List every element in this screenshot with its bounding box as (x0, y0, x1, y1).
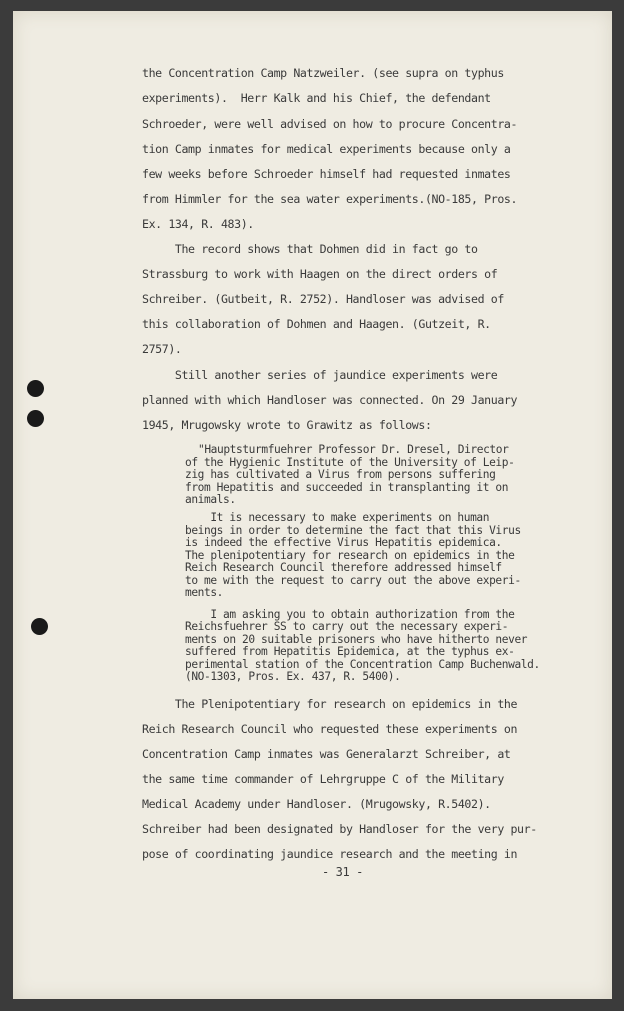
quote-line: ments on 20 suitable prisoners who have hitherto never (185, 633, 528, 646)
text-line: experiments). Herr Kalk and his Chief, the defendant (142, 91, 491, 105)
text-line: The record shows that Dohmen did in fact go to (142, 242, 478, 256)
text-line: 1945, Mrugowsky wrote to Grawitz as follows: (142, 418, 432, 432)
quote-line: It is necessary to make experiments on human (185, 511, 490, 524)
text-line: Strassburg to work with Haagen on the direct orders of (142, 267, 498, 281)
document-page (13, 11, 612, 999)
text-line: from Himmler for the sea water experiments.(NO-185, Pros. (142, 192, 518, 206)
text-line: Medical Academy under Handloser. (Mrugowsky, R.5402). (142, 797, 491, 811)
quote-line: beings in order to determine the fact that this Virus (185, 524, 521, 537)
text-line: this collaboration of Dohmen and Haagen. (Gutzeit, R. (142, 317, 491, 331)
text-line: planned with which Handloser was connected. On 29 January (142, 393, 518, 407)
text-line: Schreiber had been designated by Handloser for the very pur- (142, 822, 537, 836)
quote-line: (NO-1303, Pros. Ex. 437, R. 5400). (185, 670, 401, 683)
quote-line: to me with the request to carry out the above experi- (185, 574, 521, 587)
quote-line: "Hauptsturmfuehrer Professor Dr. Dresel, Director (198, 443, 509, 456)
quote-line: is indeed the effective Virus Hepatitis epidemica. (185, 536, 502, 549)
quote-line: zig has cultivated a Virus from persons suffering (185, 468, 496, 481)
text-line: Reich Research Council who requested these experiments on (142, 722, 518, 736)
binder-hole (27, 380, 44, 397)
quote-line: from Hepatitis and succeeded in transplanting it on (185, 481, 509, 494)
binder-hole (31, 618, 48, 635)
quote-line: suffered from Hepatitis Epidemica, at the typhus ex- (185, 645, 515, 658)
text-line: Concentration Camp inmates was Generalarzt Schreiber, at (142, 747, 511, 761)
text-line: 2757). (142, 342, 182, 356)
quote-line: The plenipotentiary for research on epidemics in the (185, 549, 515, 562)
text-line: the same time commander of Lehrgruppe C of the Military (142, 772, 504, 786)
quote-line: animals. (185, 493, 236, 506)
text-line: Schreiber. (Gutbeit, R. 2752). Handloser was advised of (142, 292, 504, 306)
quote-line: perimental station of the Concentration Camp Buchenwald. (185, 658, 540, 671)
text-line: the Concentration Camp Natzweiler. (see supra on typhus (142, 66, 504, 80)
text-line: pose of coordinating jaundice research and the meeting in (142, 847, 518, 861)
page-number: - 31 - (322, 865, 363, 879)
quote-line: ments. (185, 586, 224, 599)
quote-line: Reichsfuehrer SS to carry out the necessary experi- (185, 620, 509, 633)
text-line: few weeks before Schroeder himself had requested inmates (142, 167, 511, 181)
binder-hole (27, 410, 44, 427)
text-line: The Plenipotentiary for research on epidemics in the (142, 697, 518, 711)
quote-line: I am asking you to obtain authorization from the (185, 608, 515, 621)
text-line: tion Camp inmates for medical experiments because only a (142, 142, 511, 156)
text-line: Still another series of jaundice experiments were (142, 368, 498, 382)
text-line: Ex. 134, R. 483). (142, 217, 254, 231)
quote-line: Reich Research Council therefore addressed himself (185, 561, 502, 574)
text-line: Schroeder, were well advised on how to procure Concentra- (142, 117, 518, 131)
quote-line: of the Hygienic Institute of the University of Leip- (185, 456, 515, 469)
